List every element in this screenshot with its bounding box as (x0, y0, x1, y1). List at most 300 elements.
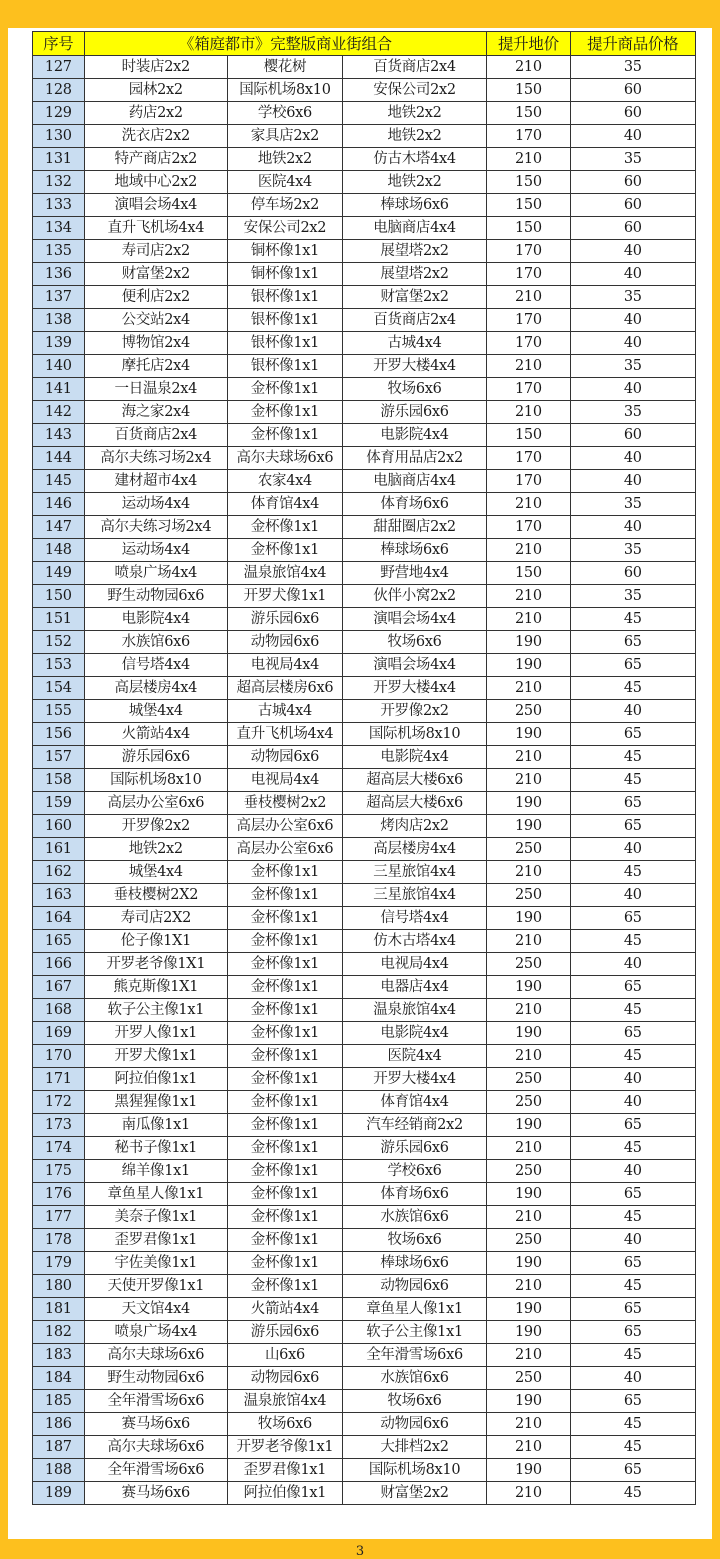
shop-b-cell: 电视局4x4 (227, 654, 342, 677)
shop-c-cell: 体育馆4x4 (342, 1091, 486, 1114)
shop-a-cell: 熊克斯像1X1 (84, 976, 227, 999)
table-row (33, 884, 696, 907)
shop-c-cell: 牧场6x6 (342, 631, 486, 654)
table-row (33, 838, 696, 861)
seq-cell: 158 (33, 769, 85, 792)
shop-c-cell: 电视局4x4 (342, 953, 486, 976)
price-cell: 45 (570, 1413, 695, 1436)
shop-a-cell: 公交站2x4 (84, 309, 227, 332)
shop-c-cell: 软子公主像1x1 (342, 1321, 486, 1344)
shop-b-cell: 动物园6x6 (227, 1367, 342, 1390)
seq-cell: 164 (33, 907, 85, 930)
price-cell: 40 (570, 447, 695, 470)
shop-a-cell: 绵羊像1x1 (84, 1160, 227, 1183)
price-cell: 65 (570, 1114, 695, 1137)
shop-a-cell: 财富堡2x2 (84, 263, 227, 286)
shop-a-cell: 园林2x2 (84, 79, 227, 102)
land-value-cell: 150 (487, 79, 570, 102)
land-value-cell: 190 (487, 723, 570, 746)
shop-b-cell: 游乐园6x6 (227, 1321, 342, 1344)
shop-b-cell: 金杯像1x1 (227, 1206, 342, 1229)
shop-a-cell: 信号塔4x4 (84, 654, 227, 677)
land-value-cell: 250 (487, 1229, 570, 1252)
shop-c-cell: 开罗大楼4x4 (342, 1068, 486, 1091)
seq-cell: 137 (33, 286, 85, 309)
price-cell: 40 (570, 263, 695, 286)
shop-a-cell: 赛马场6x6 (84, 1482, 227, 1505)
shop-c-cell: 牧场6x6 (342, 378, 486, 401)
land-value-cell: 250 (487, 838, 570, 861)
seq-cell: 165 (33, 930, 85, 953)
seq-cell: 131 (33, 148, 85, 171)
shop-a-cell: 特产商店2x2 (84, 148, 227, 171)
shop-b-cell: 银杯像1x1 (227, 332, 342, 355)
shop-a-cell: 药店2x2 (84, 102, 227, 125)
table-row (33, 309, 696, 332)
seq-cell: 171 (33, 1068, 85, 1091)
shop-c-cell: 章鱼星人像1x1 (342, 1298, 486, 1321)
shop-b-cell: 金杯像1x1 (227, 516, 342, 539)
shop-b-cell: 银杯像1x1 (227, 355, 342, 378)
table-row (33, 79, 696, 102)
price-cell: 45 (570, 930, 695, 953)
shop-a-cell: 高层办公室6x6 (84, 792, 227, 815)
shop-b-cell: 高层办公室6x6 (227, 815, 342, 838)
seq-cell: 150 (33, 585, 85, 608)
table-row (33, 240, 696, 263)
shop-b-cell: 安保公司2x2 (227, 217, 342, 240)
shop-b-cell: 医院4x4 (227, 171, 342, 194)
price-cell: 40 (570, 1229, 695, 1252)
land-value-cell: 210 (487, 1275, 570, 1298)
price-cell: 65 (570, 654, 695, 677)
land-value-cell: 210 (487, 286, 570, 309)
land-value-cell: 210 (487, 148, 570, 171)
price-cell: 45 (570, 1482, 695, 1505)
table-row (33, 700, 696, 723)
shop-a-cell: 黑猩猩像1x1 (84, 1091, 227, 1114)
seq-cell: 154 (33, 677, 85, 700)
shop-b-cell: 金杯像1x1 (227, 907, 342, 930)
land-value-cell: 210 (487, 539, 570, 562)
price-cell: 60 (570, 102, 695, 125)
shop-a-cell: 运动场4x4 (84, 493, 227, 516)
shop-c-cell: 烤肉店2x2 (342, 815, 486, 838)
price-cell: 40 (570, 332, 695, 355)
shop-c-cell: 演唱会场4x4 (342, 608, 486, 631)
shop-a-cell: 游乐园6x6 (84, 746, 227, 769)
shop-b-cell: 金杯像1x1 (227, 424, 342, 447)
shop-b-cell: 体育馆4x4 (227, 493, 342, 516)
shop-b-cell: 阿拉伯像1x1 (227, 1482, 342, 1505)
land-value-cell: 250 (487, 1160, 570, 1183)
table-row (33, 263, 696, 286)
seq-cell: 178 (33, 1229, 85, 1252)
shop-a-cell: 软子公主像1x1 (84, 999, 227, 1022)
seq-cell: 186 (33, 1413, 85, 1436)
shop-c-cell: 开罗大楼4x4 (342, 677, 486, 700)
shop-b-cell: 金杯像1x1 (227, 953, 342, 976)
land-value-cell: 190 (487, 815, 570, 838)
shop-a-cell: 天文馆4x4 (84, 1298, 227, 1321)
shop-a-cell: 直升飞机场4x4 (84, 217, 227, 240)
shop-c-cell: 棒球场6x6 (342, 194, 486, 217)
seq-cell: 129 (33, 102, 85, 125)
price-cell: 45 (570, 769, 695, 792)
land-value-cell: 250 (487, 1068, 570, 1091)
land-value-cell: 210 (487, 355, 570, 378)
land-value-cell: 190 (487, 1459, 570, 1482)
seq-cell: 133 (33, 194, 85, 217)
seq-cell: 160 (33, 815, 85, 838)
table-row (33, 56, 696, 79)
table-row (33, 585, 696, 608)
table-row (33, 447, 696, 470)
shop-c-cell: 三星旅馆4x4 (342, 884, 486, 907)
shop-c-cell: 温泉旅馆4x4 (342, 999, 486, 1022)
header-price: 提升商品价格 (570, 32, 695, 56)
shop-c-cell: 百货商店2x4 (342, 309, 486, 332)
shop-a-cell: 城堡4x4 (84, 861, 227, 884)
shop-a-cell: 开罗像2x2 (84, 815, 227, 838)
shop-b-cell: 学校6x6 (227, 102, 342, 125)
seq-cell: 136 (33, 263, 85, 286)
price-cell: 60 (570, 194, 695, 217)
price-cell: 45 (570, 999, 695, 1022)
land-value-cell: 250 (487, 700, 570, 723)
shop-a-cell: 赛马场6x6 (84, 1413, 227, 1436)
land-value-cell: 210 (487, 999, 570, 1022)
shop-b-cell: 国际机场8x10 (227, 79, 342, 102)
shop-a-cell: 开罗犬像1x1 (84, 1045, 227, 1068)
shop-c-cell: 高层楼房4x4 (342, 838, 486, 861)
price-cell: 40 (570, 838, 695, 861)
price-cell: 40 (570, 470, 695, 493)
table-row (33, 1160, 696, 1183)
price-cell: 45 (570, 1344, 695, 1367)
shop-a-cell: 国际机场8x10 (84, 769, 227, 792)
table-row (33, 1114, 696, 1137)
shop-b-cell: 铜杯像1x1 (227, 263, 342, 286)
seq-cell: 166 (33, 953, 85, 976)
table-row (33, 631, 696, 654)
table-row (33, 516, 696, 539)
land-value-cell: 190 (487, 792, 570, 815)
land-value-cell: 210 (487, 861, 570, 884)
shop-b-cell: 金杯像1x1 (227, 539, 342, 562)
price-cell: 45 (570, 1137, 695, 1160)
table-row (33, 102, 696, 125)
shop-c-cell: 三星旅馆4x4 (342, 861, 486, 884)
seq-cell: 177 (33, 1206, 85, 1229)
seq-cell: 174 (33, 1137, 85, 1160)
seq-cell: 172 (33, 1091, 85, 1114)
seq-cell: 175 (33, 1160, 85, 1183)
seq-cell: 130 (33, 125, 85, 148)
shop-c-cell: 超高层大楼6x6 (342, 769, 486, 792)
land-value-cell: 210 (487, 493, 570, 516)
table-row (33, 815, 696, 838)
shop-c-cell: 体育场6x6 (342, 493, 486, 516)
land-value-cell: 150 (487, 194, 570, 217)
shop-c-cell: 地铁2x2 (342, 125, 486, 148)
shop-c-cell: 伙伴小窝2x2 (342, 585, 486, 608)
shop-a-cell: 天使开罗像1x1 (84, 1275, 227, 1298)
land-value-cell: 170 (487, 470, 570, 493)
price-cell: 35 (570, 539, 695, 562)
price-cell: 65 (570, 1390, 695, 1413)
table-row (33, 792, 696, 815)
table-row (33, 1137, 696, 1160)
table-row (33, 1045, 696, 1068)
shop-a-cell: 一日温泉2x4 (84, 378, 227, 401)
shop-c-cell: 地铁2x2 (342, 171, 486, 194)
shop-b-cell: 动物园6x6 (227, 746, 342, 769)
table-row (33, 976, 696, 999)
table-row (33, 1459, 696, 1482)
land-value-cell: 190 (487, 1298, 570, 1321)
shop-b-cell: 金杯像1x1 (227, 401, 342, 424)
price-cell: 40 (570, 125, 695, 148)
shop-b-cell: 开罗犬像1x1 (227, 585, 342, 608)
price-cell: 40 (570, 516, 695, 539)
shop-c-cell: 牧场6x6 (342, 1390, 486, 1413)
shop-a-cell: 歪罗君像1x1 (84, 1229, 227, 1252)
shop-c-cell: 展望塔2x2 (342, 240, 486, 263)
table-row (33, 1321, 696, 1344)
seq-cell: 187 (33, 1436, 85, 1459)
shop-c-cell: 电器店4x4 (342, 976, 486, 999)
land-value-cell: 190 (487, 976, 570, 999)
shop-c-cell: 体育用品店2x2 (342, 447, 486, 470)
shop-a-cell: 地铁2x2 (84, 838, 227, 861)
price-cell: 40 (570, 953, 695, 976)
seq-cell: 184 (33, 1367, 85, 1390)
shop-a-cell: 电影院4x4 (84, 608, 227, 631)
seq-cell: 183 (33, 1344, 85, 1367)
shop-b-cell: 金杯像1x1 (227, 1091, 342, 1114)
shop-c-cell: 电脑商店4x4 (342, 217, 486, 240)
shop-c-cell: 动物园6x6 (342, 1275, 486, 1298)
shop-a-cell: 宇佐美像1x1 (84, 1252, 227, 1275)
table-row (33, 1022, 696, 1045)
land-value-cell: 190 (487, 1022, 570, 1045)
shop-b-cell: 超高层楼房6x6 (227, 677, 342, 700)
shop-a-cell: 百货商店2x4 (84, 424, 227, 447)
shop-a-cell: 地域中心2x2 (84, 171, 227, 194)
shop-b-cell: 银杯像1x1 (227, 286, 342, 309)
land-value-cell: 190 (487, 631, 570, 654)
table-row (33, 1229, 696, 1252)
land-value-cell: 190 (487, 654, 570, 677)
table-row (33, 286, 696, 309)
land-value-cell: 150 (487, 217, 570, 240)
seq-cell: 132 (33, 171, 85, 194)
table-row (33, 470, 696, 493)
shop-a-cell: 开罗老爷像1X1 (84, 953, 227, 976)
shop-c-cell: 国际机场8x10 (342, 723, 486, 746)
shop-a-cell: 美奈子像1x1 (84, 1206, 227, 1229)
shop-a-cell: 南瓜像1x1 (84, 1114, 227, 1137)
shop-b-cell: 家具店2x2 (227, 125, 342, 148)
shop-b-cell: 温泉旅馆4x4 (227, 1390, 342, 1413)
seq-cell: 155 (33, 700, 85, 723)
land-value-cell: 210 (487, 1482, 570, 1505)
shop-c-cell: 学校6x6 (342, 1160, 486, 1183)
table-row (33, 953, 696, 976)
land-value-cell: 210 (487, 585, 570, 608)
shop-c-cell: 安保公司2x2 (342, 79, 486, 102)
shop-c-cell: 大排档2x2 (342, 1436, 486, 1459)
shop-a-cell: 高尔夫球场6x6 (84, 1436, 227, 1459)
shop-a-cell: 火箭站4x4 (84, 723, 227, 746)
price-cell: 35 (570, 148, 695, 171)
shop-b-cell: 金杯像1x1 (227, 884, 342, 907)
seq-cell: 139 (33, 332, 85, 355)
price-cell: 45 (570, 677, 695, 700)
price-cell: 65 (570, 815, 695, 838)
shop-b-cell: 高层办公室6x6 (227, 838, 342, 861)
shop-b-cell: 金杯像1x1 (227, 1183, 342, 1206)
shop-a-cell: 野生动物园6x6 (84, 585, 227, 608)
table-row (33, 677, 696, 700)
table-row (33, 1275, 696, 1298)
table-row (33, 861, 696, 884)
seq-cell: 163 (33, 884, 85, 907)
table-row (33, 1390, 696, 1413)
shop-c-cell: 开罗像2x2 (342, 700, 486, 723)
shop-a-cell: 喷泉广场4x4 (84, 1321, 227, 1344)
land-value-cell: 210 (487, 1413, 570, 1436)
land-value-cell: 190 (487, 907, 570, 930)
seq-cell: 188 (33, 1459, 85, 1482)
shop-b-cell: 垂枝樱树2x2 (227, 792, 342, 815)
shop-b-cell: 停车场2x2 (227, 194, 342, 217)
shop-b-cell: 铜杯像1x1 (227, 240, 342, 263)
table-row (33, 608, 696, 631)
price-cell: 45 (570, 1206, 695, 1229)
table-row (33, 217, 696, 240)
shop-b-cell: 火箭站4x4 (227, 1298, 342, 1321)
table-row (33, 1436, 696, 1459)
seq-cell: 179 (33, 1252, 85, 1275)
shop-c-cell: 牧场6x6 (342, 1229, 486, 1252)
shop-c-cell: 电影院4x4 (342, 746, 486, 769)
price-cell: 35 (570, 56, 695, 79)
table-row (33, 539, 696, 562)
seq-cell: 147 (33, 516, 85, 539)
price-cell: 65 (570, 631, 695, 654)
shop-b-cell: 金杯像1x1 (227, 1160, 342, 1183)
land-value-cell: 210 (487, 746, 570, 769)
shop-a-cell: 摩托店2x4 (84, 355, 227, 378)
land-value-cell: 250 (487, 884, 570, 907)
price-cell: 65 (570, 792, 695, 815)
shop-c-cell: 超高层大楼6x6 (342, 792, 486, 815)
price-cell: 65 (570, 1022, 695, 1045)
shop-a-cell: 博物馆2x4 (84, 332, 227, 355)
shop-c-cell: 电脑商店4x4 (342, 470, 486, 493)
price-cell: 40 (570, 884, 695, 907)
shop-b-cell: 金杯像1x1 (227, 378, 342, 401)
seq-cell: 189 (33, 1482, 85, 1505)
table-row (33, 746, 696, 769)
seq-cell: 138 (33, 309, 85, 332)
shop-a-cell: 演唱会场4x4 (84, 194, 227, 217)
shop-c-cell: 电影院4x4 (342, 1022, 486, 1045)
land-value-cell: 190 (487, 1321, 570, 1344)
shop-c-cell: 古城4x4 (342, 332, 486, 355)
shop-b-cell: 金杯像1x1 (227, 1275, 342, 1298)
shop-b-cell: 金杯像1x1 (227, 861, 342, 884)
shop-c-cell: 开罗大楼4x4 (342, 355, 486, 378)
shop-b-cell: 金杯像1x1 (227, 1045, 342, 1068)
seq-cell: 143 (33, 424, 85, 447)
land-value-cell: 250 (487, 1091, 570, 1114)
seq-cell: 162 (33, 861, 85, 884)
price-cell: 60 (570, 424, 695, 447)
shop-b-cell: 地铁2x2 (227, 148, 342, 171)
shop-b-cell: 金杯像1x1 (227, 1137, 342, 1160)
shop-b-cell: 古城4x4 (227, 700, 342, 723)
table-row (33, 493, 696, 516)
seq-cell: 167 (33, 976, 85, 999)
seq-cell: 135 (33, 240, 85, 263)
price-cell: 45 (570, 1275, 695, 1298)
price-cell: 65 (570, 907, 695, 930)
shop-a-cell: 野生动物园6x6 (84, 1367, 227, 1390)
price-cell: 45 (570, 1045, 695, 1068)
land-value-cell: 150 (487, 171, 570, 194)
price-cell: 40 (570, 378, 695, 401)
table-row (33, 1344, 696, 1367)
seq-cell: 181 (33, 1298, 85, 1321)
table-row (33, 562, 696, 585)
price-cell: 60 (570, 171, 695, 194)
price-cell: 65 (570, 1321, 695, 1344)
price-cell: 35 (570, 401, 695, 424)
land-value-cell: 170 (487, 332, 570, 355)
table-row (33, 1482, 696, 1505)
land-value-cell: 170 (487, 378, 570, 401)
shop-c-cell: 汽车经销商2x2 (342, 1114, 486, 1137)
seq-cell: 170 (33, 1045, 85, 1068)
shop-b-cell: 樱花树 (227, 56, 342, 79)
land-value-cell: 170 (487, 447, 570, 470)
shop-a-cell: 秘书子像1x1 (84, 1137, 227, 1160)
seq-cell: 144 (33, 447, 85, 470)
seq-cell: 161 (33, 838, 85, 861)
price-cell: 35 (570, 286, 695, 309)
shop-c-cell: 展望塔2x2 (342, 263, 486, 286)
shop-a-cell: 洗衣店2x2 (84, 125, 227, 148)
price-cell: 40 (570, 1091, 695, 1114)
price-cell: 65 (570, 1252, 695, 1275)
table-row (33, 424, 696, 447)
seq-cell: 128 (33, 79, 85, 102)
price-cell: 65 (570, 1183, 695, 1206)
shop-c-cell: 仿木古塔4x4 (342, 930, 486, 953)
seq-cell: 152 (33, 631, 85, 654)
land-value-cell: 210 (487, 930, 570, 953)
shop-a-cell: 高尔夫练习场2x4 (84, 447, 227, 470)
shop-b-cell: 牧场6x6 (227, 1413, 342, 1436)
price-cell: 40 (570, 700, 695, 723)
table-row (33, 1183, 696, 1206)
shop-c-cell: 体育场6x6 (342, 1183, 486, 1206)
land-value-cell: 210 (487, 1137, 570, 1160)
land-value-cell: 210 (487, 608, 570, 631)
